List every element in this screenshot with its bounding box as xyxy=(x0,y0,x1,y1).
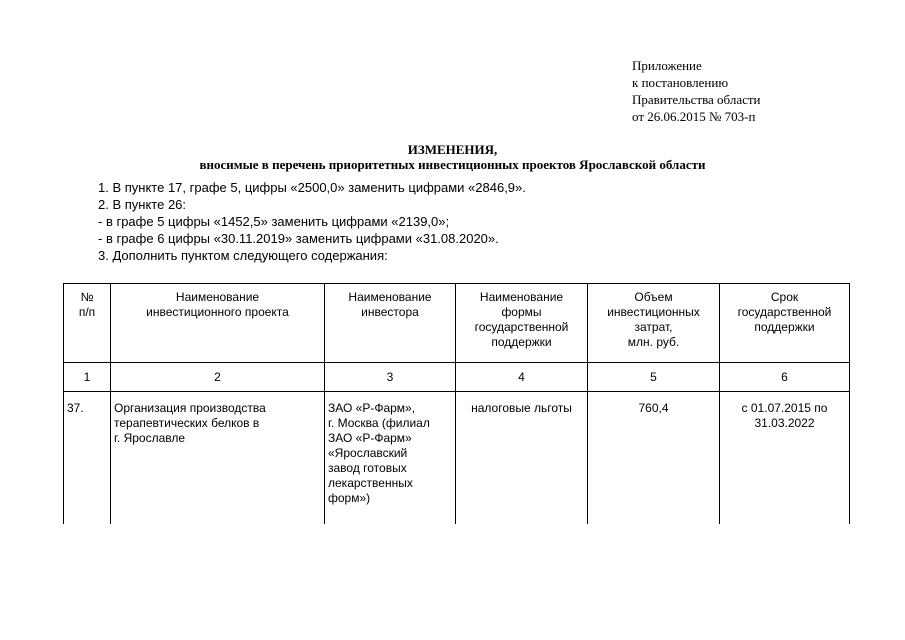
appendix-line: Правительства области xyxy=(632,92,761,107)
projects-table xyxy=(63,283,850,524)
support-form-cell xyxy=(456,392,588,524)
header-text: млн. руб. xyxy=(627,335,680,349)
appendix-line: к постановлению xyxy=(632,75,729,90)
header-text: инвестиционных xyxy=(607,305,700,319)
header-text: поддержки xyxy=(491,335,552,349)
header-cell-support-form xyxy=(456,284,588,363)
paragraph: 2. В пункте 26: xyxy=(98,197,187,212)
cell-line: «Ярославский xyxy=(328,446,408,460)
term-cell xyxy=(720,392,850,524)
header-text: Наименование xyxy=(175,290,260,304)
cell-line: форм») xyxy=(328,491,371,505)
column-numbers-row xyxy=(64,363,850,392)
header-text: Объем xyxy=(634,290,673,304)
header-text: Наименование xyxy=(479,290,564,304)
header-cell-term xyxy=(720,284,850,363)
header-text: государственной xyxy=(474,320,569,334)
paragraph: 3. Дополнить пунктом следующего содержания: xyxy=(98,248,388,263)
cell-line: налоговые льготы xyxy=(471,401,572,415)
column-number: 2 xyxy=(111,363,325,392)
investor-cell xyxy=(325,392,456,524)
paragraph: - в графе 5 цифры «1452,5» заменить цифрами «2139,0»; xyxy=(98,214,450,229)
cell-line: 31.03.2022 xyxy=(754,416,815,430)
row-number: 37. xyxy=(64,392,111,524)
header-text: № xyxy=(80,290,94,304)
header-text: поддержки xyxy=(754,320,815,334)
header-cell-number xyxy=(64,284,111,363)
header-text: Наименование xyxy=(348,290,432,304)
column-number: 4 xyxy=(456,363,588,392)
cell-line: ЗАО «Р-Фарм» xyxy=(328,431,412,445)
header-text: инвестиционного проекта xyxy=(146,305,289,319)
cell-line: Организация производства xyxy=(114,401,266,415)
appendix-line: Приложение xyxy=(632,58,702,73)
header-cell-investor xyxy=(325,284,456,363)
volume-cell xyxy=(588,392,720,524)
document-title: ИЗМЕНЕНИЯ, xyxy=(407,142,498,157)
cell-line: 760,4 xyxy=(638,401,669,415)
header-text: затрат, xyxy=(634,320,673,334)
header-text: п/п xyxy=(78,305,96,319)
table-header-row xyxy=(64,284,850,363)
column-number: 6 xyxy=(720,363,850,392)
cell-line: терапевтических белков в xyxy=(114,416,260,430)
table-row xyxy=(64,392,850,524)
header-text: государственной xyxy=(737,305,832,319)
cell-line: завод готовых xyxy=(328,461,407,475)
cell-line: ЗАО «Р-Фарм», xyxy=(328,401,416,415)
cell-line: г. Ярославле xyxy=(114,431,186,445)
cell-line: г. Москва (филиал xyxy=(328,416,430,430)
column-number: 5 xyxy=(588,363,720,392)
paragraph: - в графе 6 цифры «30.11.2019» заменить цифрами «31.08.2020». xyxy=(98,231,499,246)
header-cell-project xyxy=(111,284,325,363)
column-number: 1 xyxy=(64,363,111,392)
project-name-cell xyxy=(111,392,325,524)
cell-line: с 01.07.2015 по xyxy=(741,401,828,415)
document-subtitle: вносимые в перечень приоритетных инвестиционных проектов Ярославской области xyxy=(199,157,706,172)
cell-line: лекарственных xyxy=(328,476,413,490)
header-text: инвестора xyxy=(361,305,419,319)
header-text: формы xyxy=(501,305,542,319)
column-number: 3 xyxy=(325,363,456,392)
appendix-line: от 26.06.2015 № 703-п xyxy=(632,109,756,124)
header-text: Срок xyxy=(770,290,799,304)
header-cell-volume xyxy=(588,284,720,363)
appendix-block xyxy=(632,57,761,125)
paragraph: 1. В пункте 17, графе 5, цифры «2500,0» заменить цифрами «2846,9». xyxy=(98,180,526,195)
